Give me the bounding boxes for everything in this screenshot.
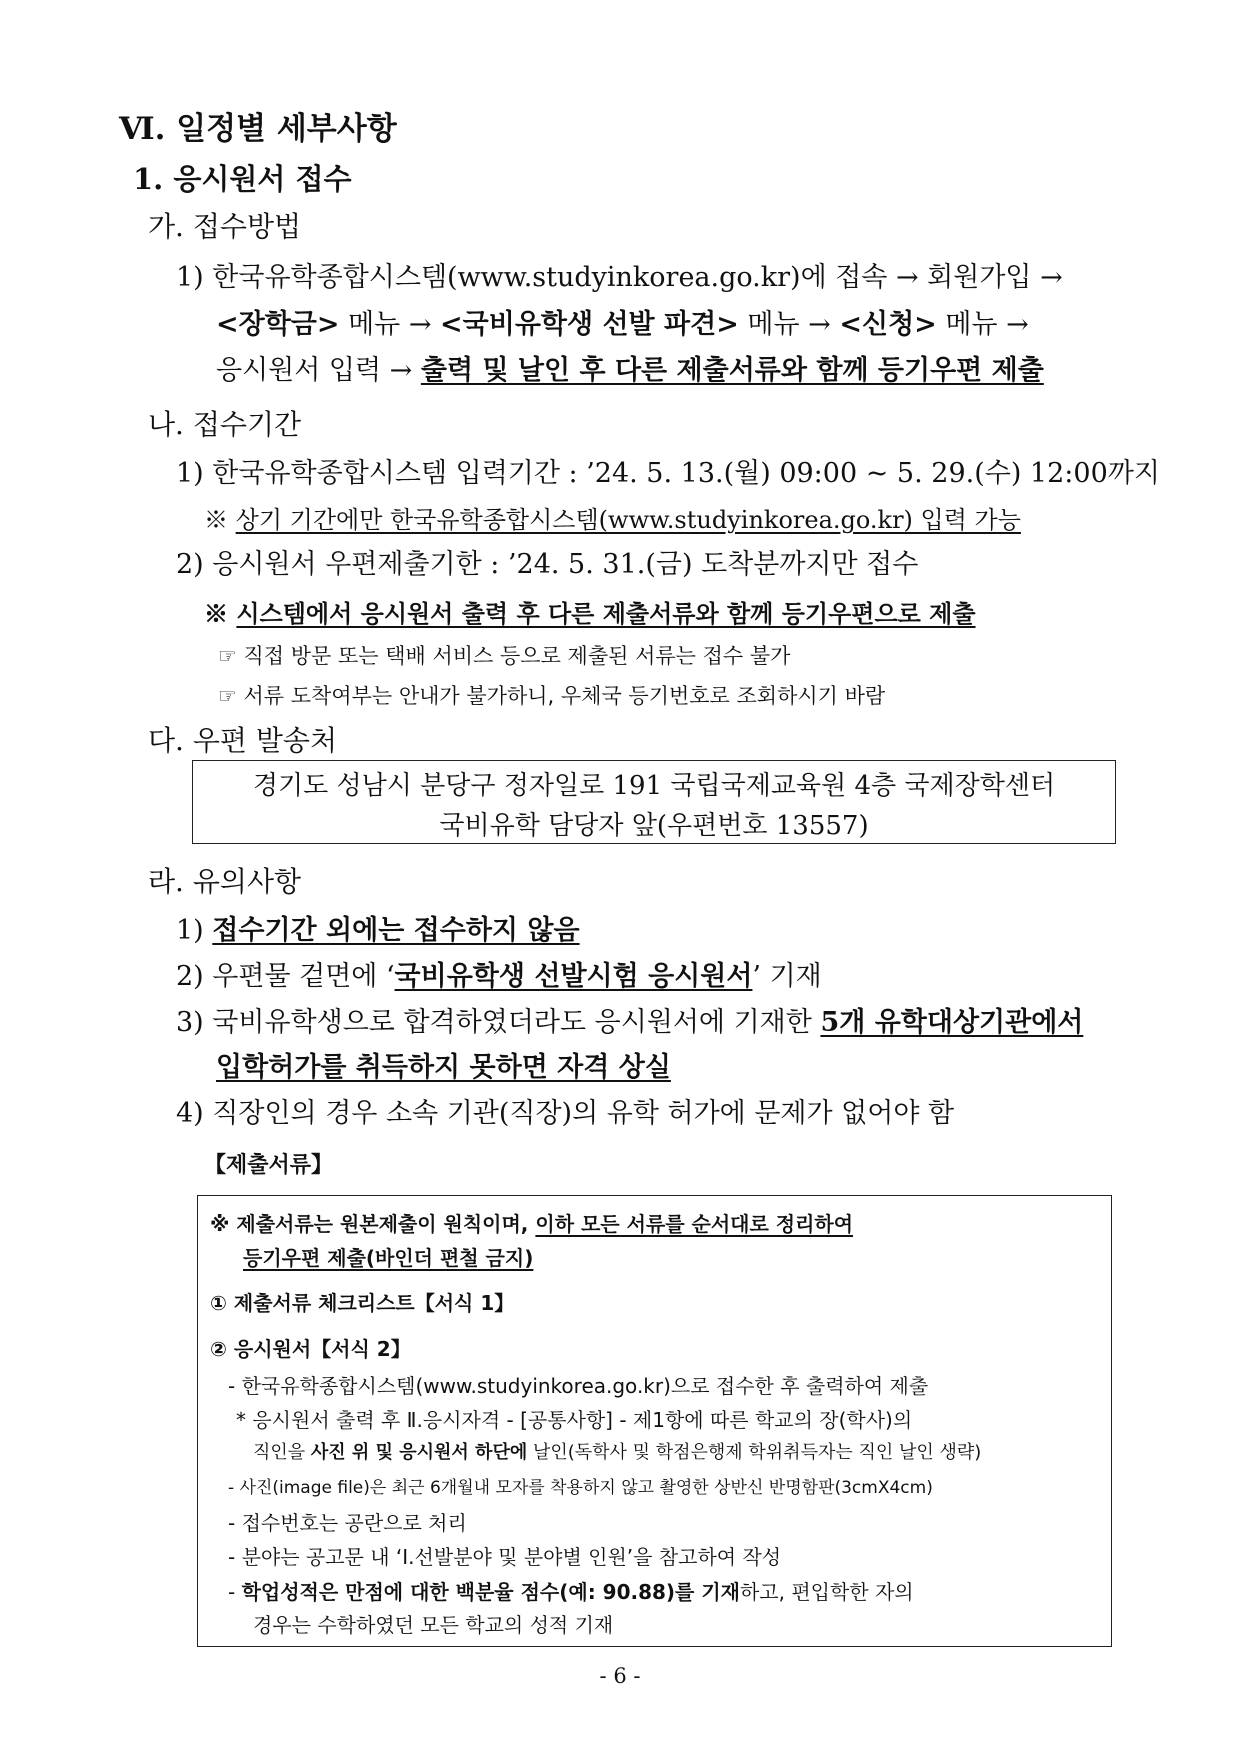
documents-title: 【제출서류】	[204, 1153, 334, 1178]
text-fragment: 메뉴 →	[936, 309, 1029, 340]
ga-item1-line1: 1) 한국유학종합시스템(www.studyinkorea.go.kr)에 접속 → 회원가입 →	[176, 262, 1063, 293]
docs-item2-sub4: - 사진(image file)은 최근 6개월내 모자를 착용하지 않고 촬영한 상반신 반명함판(3cmX4cm)	[228, 1478, 933, 1498]
emphasis-text: 5개 유학대상기관에서	[820, 1007, 1084, 1038]
emphasis-text: 이하 모든 서류를 순서대로 정리하여	[535, 1212, 854, 1236]
text-fragment: 메뉴 →	[339, 309, 441, 340]
emphasis-text: 국비유학생 선발시험 응시원서	[394, 961, 753, 992]
docs-item2-sub2: * 응시원서 출력 후 Ⅱ.응시자격 - [공통사항] - 제1항에 따른 학교의 장(학사)의	[236, 1408, 913, 1432]
text-fragment: ’ 기재	[752, 961, 822, 992]
text-fragment: 메뉴 →	[738, 309, 840, 340]
address-box	[192, 760, 1116, 844]
ga-item1-line2	[216, 302, 1029, 341]
emphasis-text: 사진 위 및 응시원서 하단에	[310, 1442, 528, 1463]
docs-notice-line1	[210, 1208, 853, 1237]
text-fragment: 하고, 편입학한 자의	[739, 1580, 914, 1604]
subsection-title-da: 다. 우편 발송처	[148, 724, 337, 757]
chapter-heading: Ⅵ. 일정별 세부사항	[119, 111, 397, 147]
na-item1-note	[204, 500, 1021, 535]
ra-item3-line1	[176, 1000, 1083, 1039]
ra-item3-line2: 입학허가를 취득하지 못하면 자격 상실	[216, 1052, 671, 1083]
docs-item2-sub7	[228, 1576, 914, 1605]
docs-item2-sub1: - 한국유학종합시스템(www.studyinkorea.go.kr)으로 접수한 후 출력하여 제출	[228, 1374, 929, 1398]
na-item2-note	[204, 594, 976, 629]
ra-item2	[176, 954, 822, 993]
menu-national-scholar: <국비유학생 선발 파견>	[440, 309, 739, 340]
text-fragment: 응시원서 입력 →	[216, 355, 421, 386]
text-fragment: 3) 국비유학생으로 합격하였더라도 응시원서에 기재한	[176, 1007, 821, 1038]
subsection-title-ga: 가. 접수방법	[148, 210, 302, 243]
docs-item2-sub3	[253, 1438, 981, 1464]
docs-item2: ② 응시원서【서식 2】	[210, 1337, 411, 1361]
section-title: 1. 응시원서 접수	[133, 162, 352, 196]
note-text: 시스템에서 응시원서 출력 후 다른 제출서류와 함께 등기우편으로 제출	[236, 599, 976, 628]
note-mark: ※	[204, 506, 236, 534]
emphasis-print-and-mail: 출력 및 날인 후 다른 제출서류와 함께 등기우편 제출	[420, 355, 1044, 386]
ra-item1	[176, 908, 580, 947]
emphasis-text: 접수기간 외에는 접수하지 않음	[212, 915, 580, 946]
ra-item4: 4) 직장인의 경우 소속 기관(직장)의 유학 허가에 문제가 없어야 함	[176, 1098, 955, 1129]
item-number: 1)	[176, 915, 213, 946]
text-fragment: 날인(독학사 및 학점은행제 학위취득자는 직인 날인 생략)	[527, 1442, 982, 1463]
note-mark: ※	[204, 599, 237, 628]
docs-item2-sub5: - 접수번호는 공란으로 처리	[228, 1511, 467, 1535]
subsection-title-ra: 라. 유의사항	[148, 865, 302, 898]
subsection-title-na: 나. 접수기간	[148, 408, 302, 441]
address-line1: 경기도 성남시 분당구 정자일로 191 국립국제교육원 4층 국제장학센터	[252, 771, 1056, 801]
menu-scholarship: <장학금>	[216, 309, 340, 340]
docs-item2-sub6: - 분야는 공고문 내 ‘Ⅰ.선발분야 및 분야별 인원’을 참고하여 작성	[228, 1545, 782, 1569]
docs-item1: ① 제출서류 체크리스트【서식 1】	[210, 1291, 515, 1315]
note-text: 상기 기간에만 한국유학종합시스템(www.studyinkorea.go.kr) 입력 가능	[235, 506, 1021, 534]
text-fragment: 직인을	[253, 1442, 311, 1463]
na-item2-sub2: ☞ 서류 도착여부는 안내가 불가하니, 우체국 등기번호로 조회하시기 바람	[218, 684, 886, 708]
docs-item2-sub8: 경우는 수학하였던 모든 학교의 성적 기재	[253, 1613, 614, 1637]
address-line2: 국비유학 담당자 앞(우편번호 13557)	[439, 811, 869, 841]
documents-box	[197, 1195, 1112, 1647]
text-fragment: 2) 우편물 겉면에 ‘	[176, 961, 395, 992]
docs-notice-line2: 등기우편 제출(바인더 편철 금지)	[243, 1246, 534, 1270]
menu-apply: <신청>	[839, 309, 937, 340]
text-fragment: -	[228, 1580, 242, 1604]
na-item1: 1) 한국유학종합시스템 입력기간 : ’24. 5. 13.(월) 09:00 ~ 5. 29.(수) 12:00까지	[176, 458, 1160, 489]
page-number: - 6 -	[599, 1664, 641, 1688]
emphasis-text: 학업성적은 만점에 대한 백분율 점수(예: 90.88)를 기재	[241, 1580, 740, 1604]
ga-item1-line3	[216, 348, 1044, 387]
na-item2-sub1: ☞ 직접 방문 또는 택배 서비스 등으로 제출된 서류는 접수 불가	[218, 644, 791, 668]
na-item2: 2) 응시원서 우편제출기한 : ’24. 5. 31.(금) 도착분까지만 접수	[176, 549, 919, 580]
text-fragment: ※ 제출서류는 원본제출이 원칙이며,	[210, 1212, 536, 1236]
